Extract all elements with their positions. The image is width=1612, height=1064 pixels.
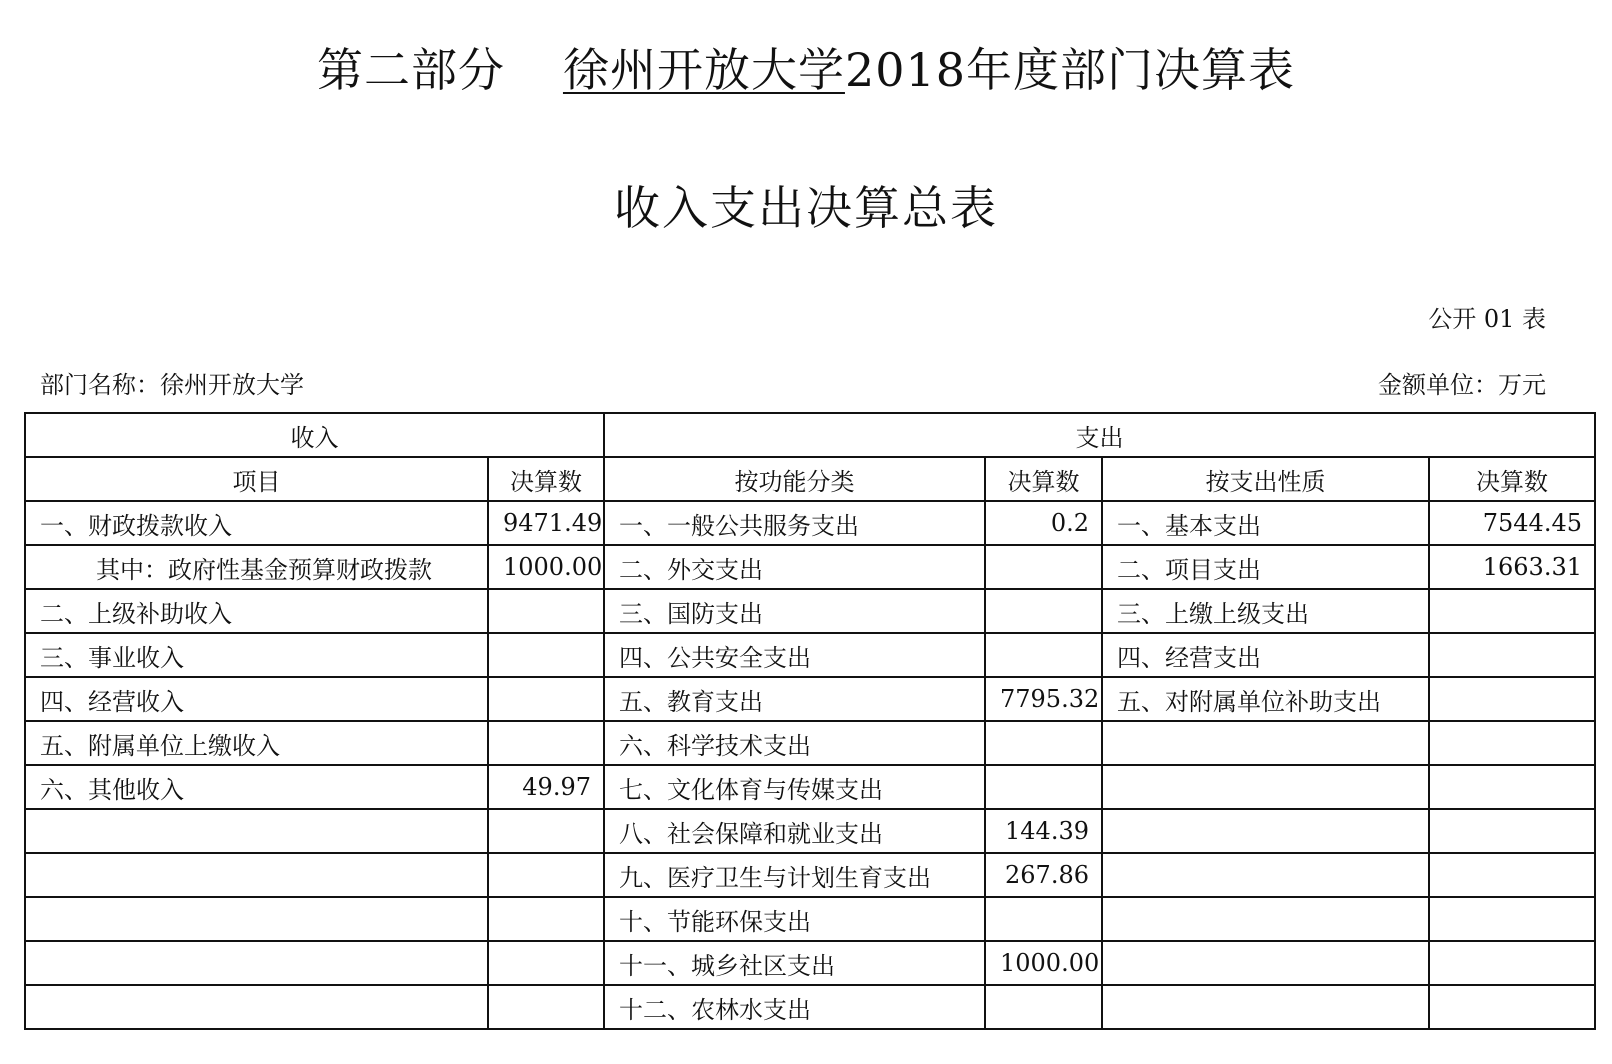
department-name: 部门名称：徐州开放大学 — [40, 371, 304, 399]
nature-item-cell — [1102, 853, 1429, 897]
nature-item-cell — [1102, 897, 1429, 941]
function-item-cell: 八、社会保障和就业支出 — [604, 809, 985, 853]
income-item-cell: 四、经营收入 — [25, 677, 488, 721]
function-amount-cell: 7795.32 — [985, 677, 1102, 721]
function-amount-cell — [985, 633, 1102, 677]
nature-amount-cell: 7544.45 — [1429, 501, 1595, 545]
income-amount-cell — [488, 897, 604, 941]
table-row — [25, 985, 1595, 1029]
function-item-cell: 十一、城乡社区支出 — [604, 941, 985, 985]
nature-amount-cell — [1429, 985, 1595, 1029]
table-row — [25, 501, 1595, 545]
function-item-cell: 七、文化体育与传媒支出 — [604, 765, 985, 809]
col-amount-function: 决算数 — [985, 457, 1102, 501]
income-item-cell: 六、其他收入 — [25, 765, 488, 809]
table-row — [25, 941, 1595, 985]
table-row — [25, 897, 1595, 941]
nature-item-cell: 三、上缴上级支出 — [1102, 589, 1429, 633]
function-item-cell: 四、公共安全支出 — [604, 633, 985, 677]
income-item-cell: 其中：政府性基金预算财政拨款 — [25, 545, 488, 589]
function-item-cell: 五、教育支出 — [604, 677, 985, 721]
income-amount-cell — [488, 985, 604, 1029]
table-row — [25, 545, 1595, 589]
function-amount-cell: 0.2 — [985, 501, 1102, 545]
nature-item-cell — [1102, 765, 1429, 809]
document-title — [0, 38, 1612, 102]
income-item-cell: 一、财政拨款收入 — [25, 501, 488, 545]
nature-item-cell: 一、基本支出 — [1102, 501, 1429, 545]
function-item-cell: 一、一般公共服务支出 — [604, 501, 985, 545]
table-row — [25, 633, 1595, 677]
income-amount-cell — [488, 589, 604, 633]
income-amount-cell: 9471.49 — [488, 501, 604, 545]
income-amount-cell — [488, 853, 604, 897]
income-item-cell — [25, 941, 488, 985]
col-amount-income: 决算数 — [488, 457, 604, 501]
form-number: 公开 01 表 — [1428, 305, 1546, 333]
income-amount-cell — [488, 677, 604, 721]
income-amount-cell: 1000.00 — [488, 545, 604, 589]
income-amount-cell — [488, 809, 604, 853]
function-amount-cell — [985, 721, 1102, 765]
section-header-row — [25, 413, 1595, 457]
nature-item-cell: 五、对附属单位补助支出 — [1102, 677, 1429, 721]
income-item-cell — [25, 985, 488, 1029]
table-row — [25, 765, 1595, 809]
income-item-cell: 五、附属单位上缴收入 — [25, 721, 488, 765]
table-row — [25, 589, 1595, 633]
expense-header: 支出 — [604, 413, 1595, 457]
nature-item-cell — [1102, 809, 1429, 853]
function-amount-cell — [985, 765, 1102, 809]
function-item-cell: 十、节能环保支出 — [604, 897, 985, 941]
nature-amount-cell — [1429, 853, 1595, 897]
nature-amount-cell — [1429, 897, 1595, 941]
function-amount-cell — [985, 985, 1102, 1029]
nature-amount-cell — [1429, 941, 1595, 985]
function-amount-cell — [985, 897, 1102, 941]
function-item-cell: 九、医疗卫生与计划生育支出 — [604, 853, 985, 897]
table-row — [25, 721, 1595, 765]
income-item-cell: 三、事业收入 — [25, 633, 488, 677]
nature-amount-cell — [1429, 721, 1595, 765]
table-row — [25, 853, 1595, 897]
function-amount-cell — [985, 545, 1102, 589]
title-org-name: 徐州开放大学 — [562, 43, 845, 97]
title-suffix: 2018年度部门决算表 — [844, 43, 1296, 97]
nature-item-cell: 二、项目支出 — [1102, 545, 1429, 589]
nature-item-cell — [1102, 941, 1429, 985]
nature-amount-cell — [1429, 677, 1595, 721]
table-subtitle: 收入支出决算总表 — [614, 181, 998, 235]
col-item: 项目 — [25, 457, 488, 501]
function-amount-cell — [985, 589, 1102, 633]
income-amount-cell — [488, 941, 604, 985]
function-amount-cell: 1000.00 — [985, 941, 1102, 985]
function-item-cell: 六、科学技术支出 — [604, 721, 985, 765]
income-item-cell — [25, 809, 488, 853]
title-prefix: 第二部分 — [316, 43, 505, 97]
nature-amount-cell — [1429, 809, 1595, 853]
income-amount-cell: 49.97 — [488, 765, 604, 809]
function-amount-cell: 144.39 — [985, 809, 1102, 853]
income-expense-table — [24, 412, 1596, 1030]
income-item-cell — [25, 853, 488, 897]
income-item-cell: 二、上级补助收入 — [25, 589, 488, 633]
nature-item-cell: 四、经营支出 — [1102, 633, 1429, 677]
nature-amount-cell — [1429, 633, 1595, 677]
function-item-cell: 三、国防支出 — [604, 589, 985, 633]
col-by-function: 按功能分类 — [604, 457, 985, 501]
function-item-cell: 二、外交支出 — [604, 545, 985, 589]
income-amount-cell — [488, 633, 604, 677]
table-row — [25, 809, 1595, 853]
nature-item-cell — [1102, 721, 1429, 765]
nature-amount-cell — [1429, 589, 1595, 633]
column-header-row — [25, 457, 1595, 501]
nature-item-cell — [1102, 985, 1429, 1029]
nature-amount-cell: 1663.31 — [1429, 545, 1595, 589]
col-by-nature: 按支出性质 — [1102, 457, 1429, 501]
income-amount-cell — [488, 721, 604, 765]
col-amount-nature: 决算数 — [1429, 457, 1595, 501]
function-amount-cell: 267.86 — [985, 853, 1102, 897]
table-row — [25, 677, 1595, 721]
income-item-cell — [25, 897, 488, 941]
income-header: 收入 — [25, 413, 604, 457]
amount-unit: 金额单位：万元 — [1378, 371, 1546, 399]
nature-amount-cell — [1429, 765, 1595, 809]
function-item-cell: 十二、农林水支出 — [604, 985, 985, 1029]
